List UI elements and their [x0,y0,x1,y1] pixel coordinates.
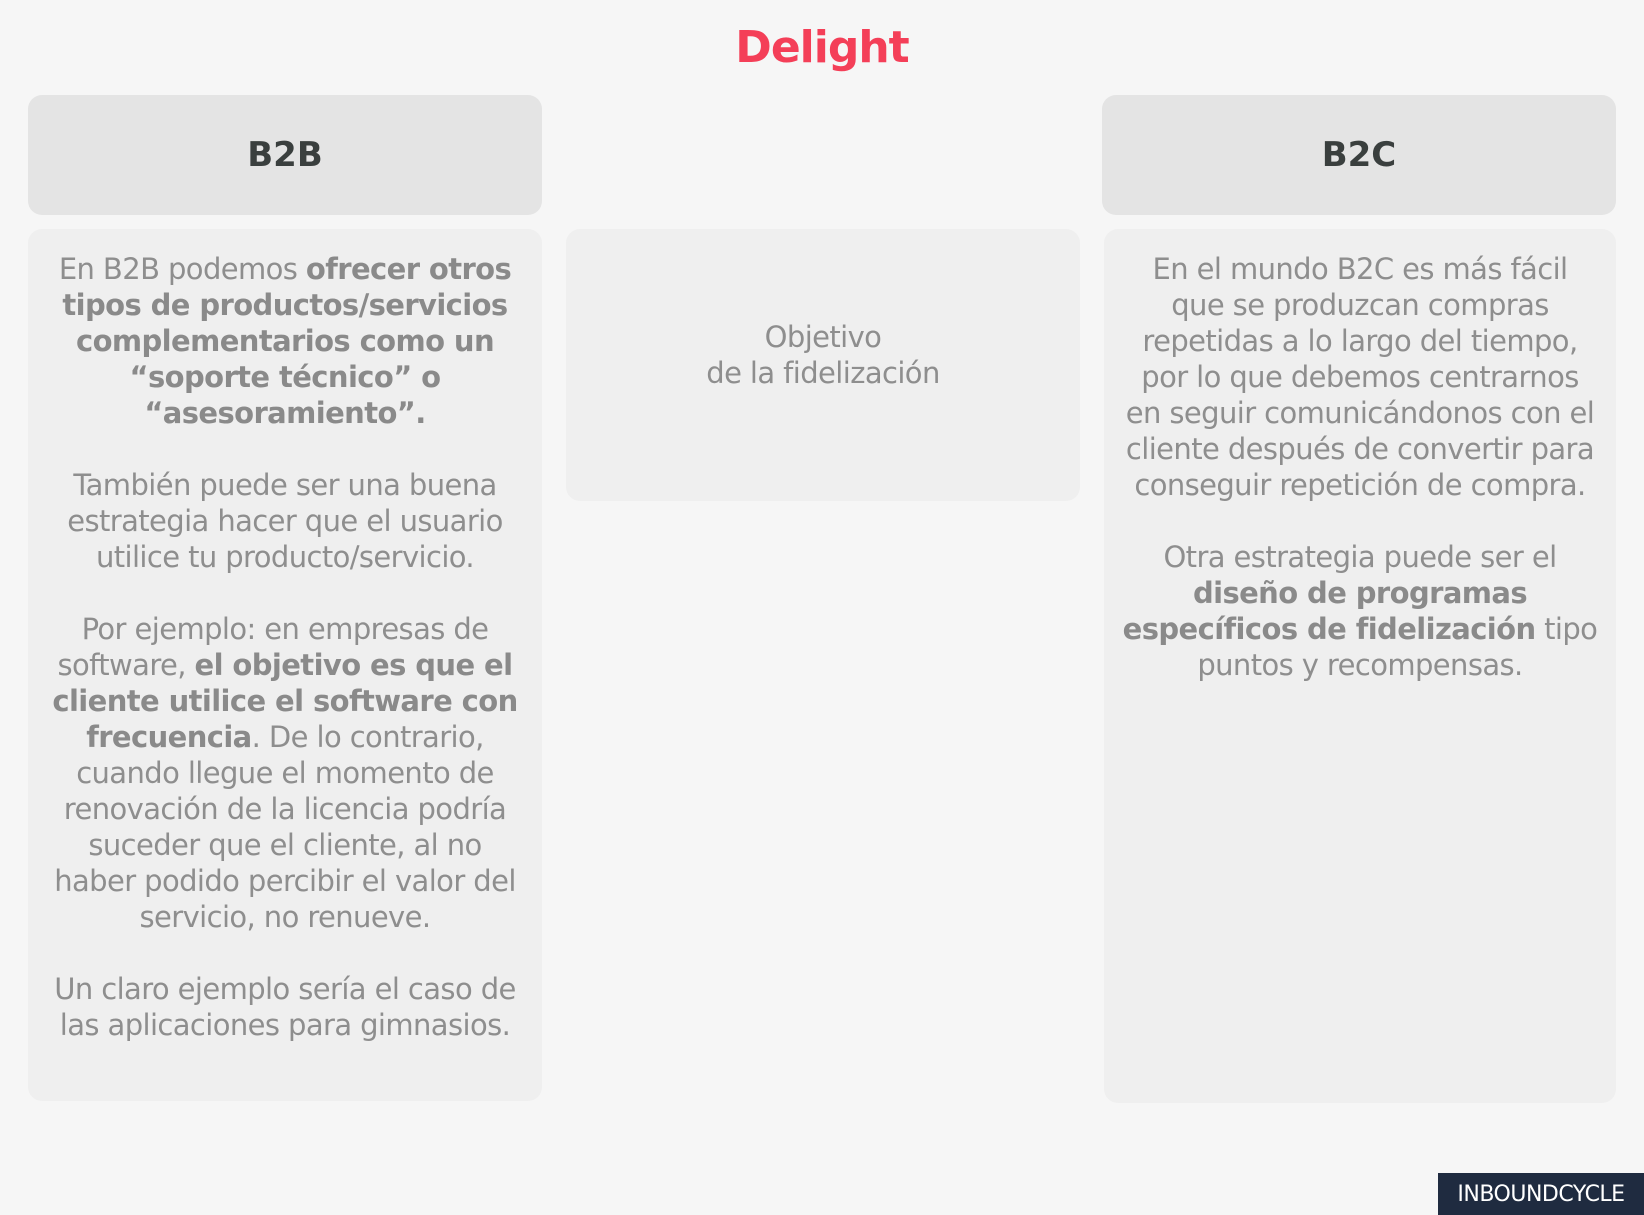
b2b-paragraph-4: Un claro ejemplo sería el caso de las aplicaciones para gimnasios. [54,972,516,1042]
b2b-p3-text-1: Por ejemplo: en empresas de software, [57,612,489,682]
b2b-p1-bold: ofrecer otros tipos de productos/servicios complementarios como un “soporte técnico” o “asesoramiento”. [62,252,512,430]
b2b-paragraph-3 [46,611,524,935]
b2b-header: B2B [28,95,542,215]
b2c-content-card [1104,229,1616,1103]
b2c-p2-text-1: Otra estrategia puede ser el [1163,540,1557,574]
objective-card [566,229,1080,501]
b2b-p3-text-2: . De lo contrario, cuando llegue el momento de renovación de la licencia podría suceder que el cliente, al no haber podido percibir el valor del servicio, no renueve. [54,720,516,934]
b2b-paragraph-2: También puede ser una buena estrategia hacer que el usuario utilice tu producto/servicio. [67,468,503,574]
b2b-p1-text: En B2B podemos [58,252,306,286]
b2b-p3-bold: el objetivo es que el cliente utilice el software con frecuencia [52,648,518,754]
b2c-p2-bold: diseño de programas específicos de fidelización [1122,576,1536,646]
b2b-content-card [28,229,542,1101]
objective-line-1: Objetivo [764,320,882,354]
b2c-paragraph-1: En el mundo B2C es más fácil que se produzcan compras repetidas a lo largo del tiempo, por lo que debemos centrarnos en seguir comunicándonos con el cliente después de convertir para conseguir repetición de compra. [1125,252,1595,502]
b2b-paragraph-1 [46,251,524,431]
b2c-header: B2C [1102,95,1616,215]
b2c-p2-text-2: tipo puntos y recompensas. [1197,612,1598,682]
diagram-title: Delight [735,22,909,73]
b2c-paragraph-2 [1122,539,1598,683]
inboundcycle-logo: INBOUNDCYCLE [1438,1173,1644,1215]
objective-line-2: de la fidelización [706,356,940,390]
